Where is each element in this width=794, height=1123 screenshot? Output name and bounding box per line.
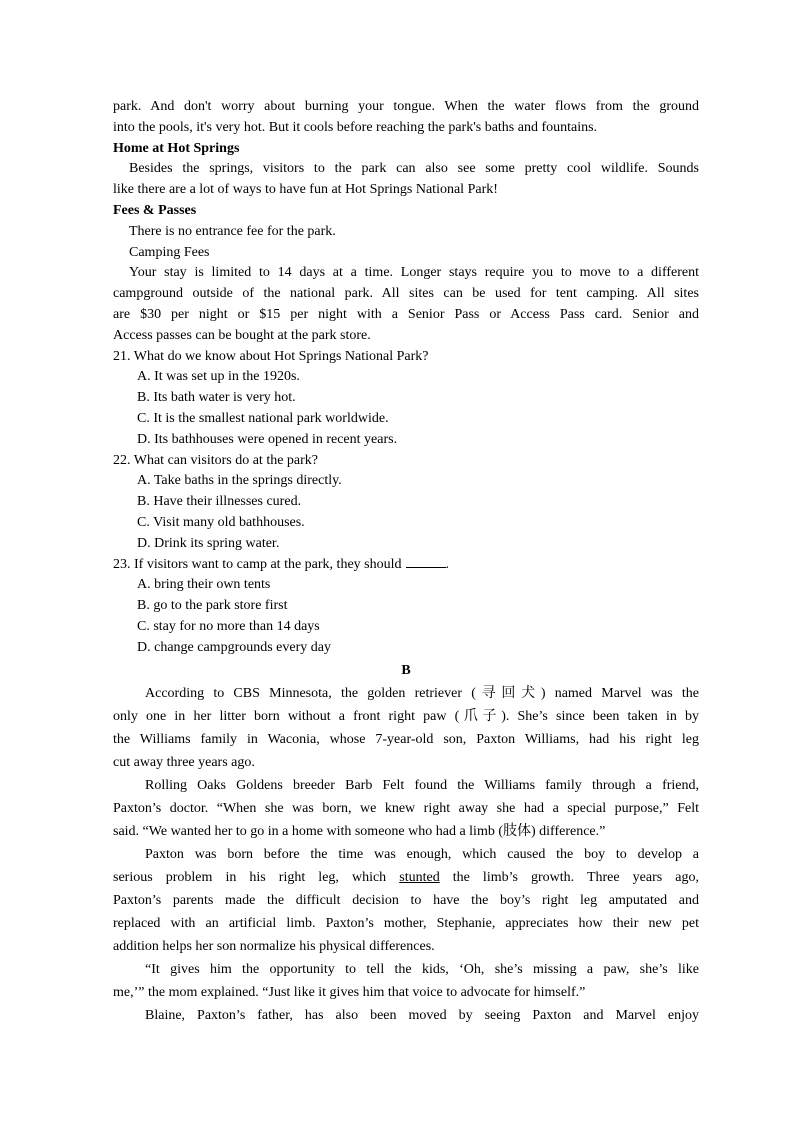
text-line: like there are a lot of ways to have fun at Hot Springs National Park! xyxy=(113,182,498,198)
option-c: C. It is the smallest national park worldwide. xyxy=(137,410,389,426)
option-c: C. Visit many old bathhouses. xyxy=(137,514,305,530)
question-21 xyxy=(113,347,699,451)
question-stem: 23. If visitors want to camp at the park, they should xyxy=(113,556,402,572)
question-22 xyxy=(113,451,699,555)
text-line: into the pools, it's very hot. But it cools before reaching the park's baths and fountains. xyxy=(113,119,598,135)
text-span: ) difference.” xyxy=(531,823,606,839)
text-line: are $30 per night or $15 per night with a Senior Pass or Access Pass card. Senior and xyxy=(113,306,699,322)
text-line: Paxton was born before the time was enough, which caused the boy to develop a xyxy=(145,846,699,862)
text-span: According to CBS Minnesota, the golden retriever ( xyxy=(145,685,476,701)
text-line xyxy=(113,866,699,889)
text-line: cut away three years ago. xyxy=(113,754,255,770)
option-c: C. stay for no more than 14 days xyxy=(137,618,320,634)
option-b: B. go to the park store first xyxy=(137,598,288,614)
section-label-b: B xyxy=(401,662,411,678)
text-line: the Williams family in Waconia, whose 7-year-old son, Paxton Williams, had his right leg xyxy=(113,731,699,747)
text-line: Paxton’s parents made the difficult decision to have the boy’s right leg amputated and xyxy=(113,892,699,908)
text-line: Blaine, Paxton’s father, has also been moved by seeing Paxton and Marvel enjoy xyxy=(145,1007,699,1023)
option-b: B. Its bath water is very hot. xyxy=(137,390,296,406)
passage-a xyxy=(113,97,699,347)
option-b: B. Have their illnesses cured. xyxy=(137,494,302,510)
document-page xyxy=(113,97,699,1027)
text-line xyxy=(113,705,699,728)
question-stem-line xyxy=(113,555,699,576)
passage-b xyxy=(113,682,699,1027)
option-d: D. Its bathhouses were opened in recent years. xyxy=(137,431,398,447)
option-a: A. bring their own tents xyxy=(137,577,271,593)
text-line: Your stay is limited to 14 days at a time. Longer stays require you to move to a different xyxy=(129,265,699,281)
text-line: addition helps her son normalize his physical differences. xyxy=(113,938,435,954)
section-heading-home: Home at Hot Springs xyxy=(113,140,240,156)
section-heading-fees: Fees & Passes xyxy=(113,202,197,218)
option-a: A. Take baths in the springs directly. xyxy=(137,473,342,489)
text-span: the limb’s growth. Three years ago, xyxy=(439,869,699,885)
stem-end: . xyxy=(445,556,449,572)
answer-blank[interactable] xyxy=(406,555,446,568)
text-line: park. And don't worry about burning your tongue. When the water flows from the ground xyxy=(113,99,699,114)
text-line: me,’” the mom explained. “Just like it gives him that voice to advocate for himself.” xyxy=(113,984,586,1000)
text-span: ) named Marvel was the xyxy=(540,685,699,701)
option-d: D. change campgrounds every day xyxy=(137,639,331,655)
text-line: replaced with an artificial limb. Paxton’s mother, Stephanie, appreciates how their new pet xyxy=(113,915,699,931)
question-stem: 21. What do we know about Hot Springs National Park? xyxy=(113,348,429,364)
paragraph xyxy=(113,843,699,958)
question-23 xyxy=(113,555,699,659)
text-line: Besides the springs, visitors to the park can also see some pretty cool wildlife. Sounds xyxy=(129,161,699,177)
text-span: serious problem in his right leg, which xyxy=(113,869,400,885)
text-span: said. “We wanted her to go in a home with someone who had a limb ( xyxy=(113,823,503,839)
text-line: Rolling Oaks Goldens breeder Barb Felt found the Williams family through a friend, xyxy=(145,777,699,793)
chinese-gloss: 爪子 xyxy=(459,707,502,724)
underlined-word: stunted xyxy=(399,869,440,885)
text-line: Paxton’s doctor. “When she was born, we knew right away she had a special purpose,” Felt xyxy=(113,800,699,816)
chinese-gloss: 寻回犬 xyxy=(475,684,541,701)
option-a: A. It was set up in the 1920s. xyxy=(137,369,300,385)
paragraph xyxy=(113,1004,699,1027)
text-line xyxy=(113,820,699,843)
paragraph xyxy=(113,958,699,1004)
paragraph xyxy=(113,682,699,774)
question-stem: 22. What can visitors do at the park? xyxy=(113,452,319,468)
text-line xyxy=(113,682,699,705)
text-line: Camping Fees xyxy=(129,244,210,260)
option-d: D. Drink its spring water. xyxy=(137,535,280,551)
text-span: only one in her litter born without a front right paw ( xyxy=(113,708,460,724)
text-line: campground outside of the national park. All sites can be used for tent camping. All sites xyxy=(113,286,699,302)
text-line: There is no entrance fee for the park. xyxy=(129,223,336,239)
chinese-gloss: 肢体 xyxy=(503,822,531,839)
text-span: ). She’s since been taken in by xyxy=(501,708,699,724)
text-line: Access passes can be bought at the park store. xyxy=(113,327,371,343)
paragraph xyxy=(113,774,699,843)
text-line: “It gives him the opportunity to tell the kids, ‘Oh, she’s missing a paw, she’s like xyxy=(145,961,699,977)
